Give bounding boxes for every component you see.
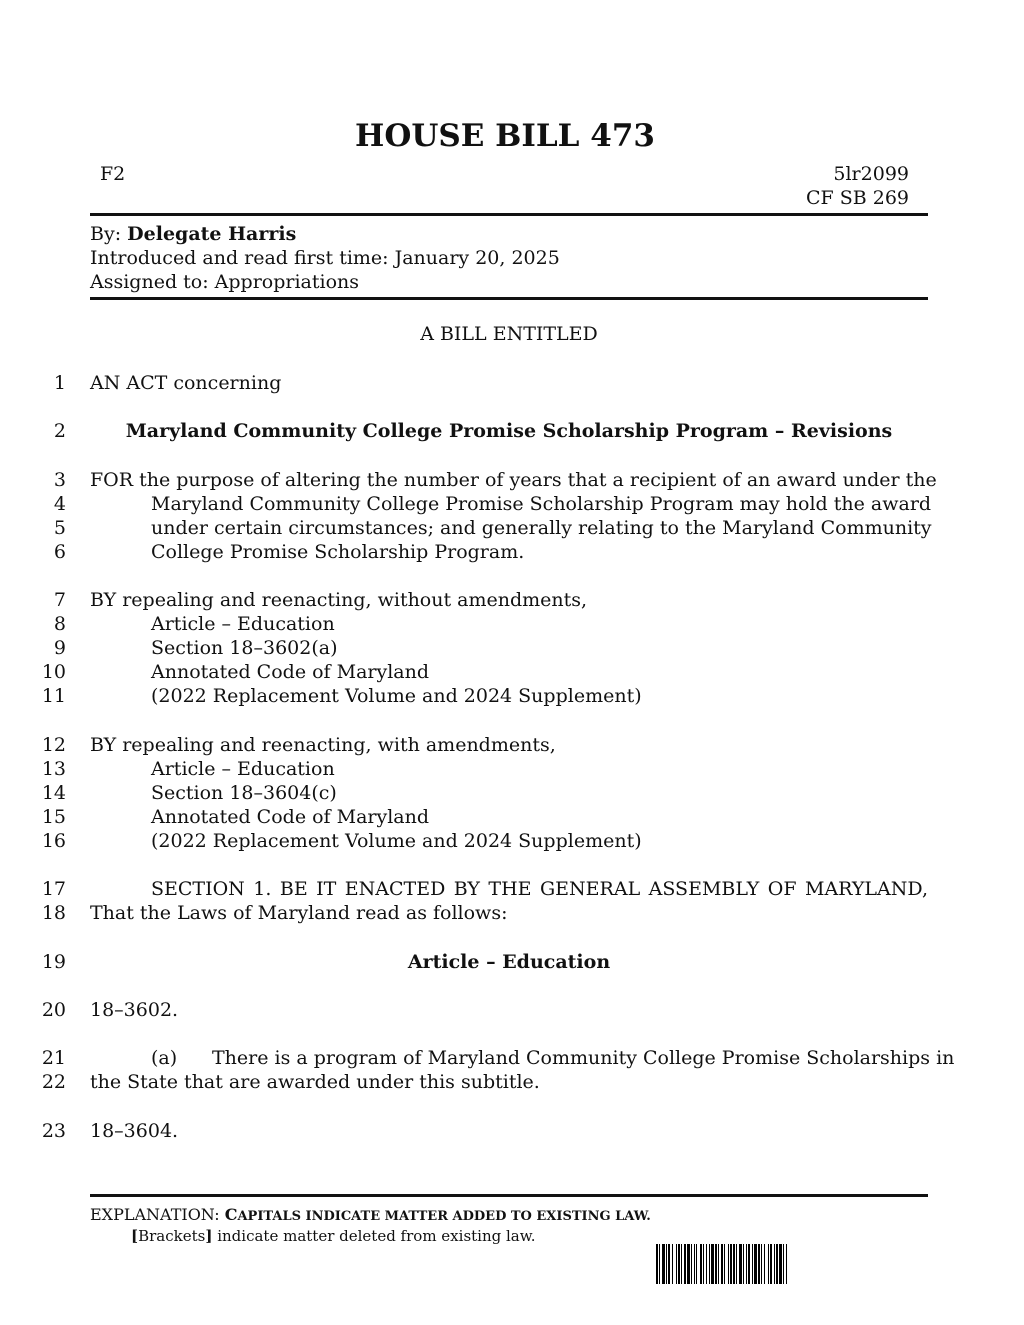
line-number: 18 [41,902,66,924]
line-number: 23 [41,1120,66,1142]
citation-line: (2022 Replacement Volume and 2024 Supplement) [151,830,642,852]
top-rule [90,213,928,216]
line-number: 17 [41,878,66,900]
cross-file: CF SB 269 [805,187,909,209]
statute-text: the State that are awarded under this subtitle. [90,1071,540,1093]
purpose-line: Maryland Community College Promise Scholarship Program may hold the award [151,493,932,515]
line-number: 15 [41,806,66,828]
act-concerning: AN ACT concerning [90,372,282,394]
line-number: 19 [41,951,66,973]
line-number: 8 [53,613,66,635]
line-number: 14 [41,782,66,804]
explanation-label: EXPLANATION: [90,1205,220,1224]
bill-entitled: A BILL ENTITLED [420,323,598,345]
citation-line: Article – Education [151,758,335,780]
repeal-heading: BY repealing and reenacting, without amendments, [90,589,588,611]
line-number: 6 [53,541,66,563]
line-number: 4 [53,493,66,515]
committee-code: F2 [100,163,126,185]
explanation-line [90,1205,651,1227]
repeal-heading: BY repealing and reenacting, with amendments, [90,734,556,756]
assigned-line: Assigned to: Appropriations [90,271,360,293]
citation-line: Section 18–3604(c) [151,782,337,804]
line-number: 11 [41,685,66,707]
line-number: 5 [53,517,66,539]
line-number: 16 [41,830,66,852]
section-number: 18–3604. [90,1120,179,1142]
subsection-label: (a) [151,1047,178,1069]
line-number: 2 [53,420,66,442]
barcode-image [656,1244,904,1284]
line-number: 1 [53,372,66,394]
citation-line: Annotated Code of Maryland [151,806,430,828]
section-number: 18–3602. [90,999,179,1021]
purpose-line: College Promise Scholarship Program. [151,541,525,563]
citation-line: Section 18–3602(a) [151,637,338,659]
purpose-line: under certain circumstances; and generally relating to the Maryland Community [151,517,932,539]
brackets-line: [Brackets] indicate matter deleted from existing law. [131,1227,536,1245]
line-number: 20 [41,999,66,1021]
line-number: 21 [41,1047,66,1069]
enacting-clause: SECTION 1. BE IT ENACTED BY THE GENERAL ASSEMBLY OF MARYLAND, [151,878,928,900]
introduced-line: Introduced and read first time: January 20, 2025 [90,247,560,269]
purpose-line: FOR the purpose of altering the number of years that a recipient of an award under the [90,469,937,491]
sponsor-label: By: [90,223,122,245]
statute-text: There is a program of Maryland Community College Promise Scholarships in [212,1047,955,1069]
line-number: 3 [53,469,66,491]
drafting-number: 5lr2099 [833,163,909,185]
barcode-bar [787,1244,789,1284]
line-number: 9 [53,637,66,659]
citation-line: Article – Education [151,613,335,635]
bill-title: HOUSE BILL 473 [355,118,655,154]
article-heading: Article – Education [407,951,611,973]
line-number: 13 [41,758,66,780]
footer-rule [90,1194,928,1197]
explanation-caps: CAPITALS INDICATE MATTER ADDED TO EXISTING LAW. [224,1205,651,1224]
line-number: 7 [53,589,66,611]
bill-subject: Maryland Community College Promise Scholarship Program – Revisions [125,420,893,442]
citation-line: (2022 Replacement Volume and 2024 Supplement) [151,685,642,707]
enacting-clause: That the Laws of Maryland read as follows: [90,902,508,924]
middle-rule [90,297,928,300]
line-number: 22 [41,1071,66,1093]
line-number: 10 [41,661,66,683]
sponsor-name: Delegate Harris [127,223,297,245]
citation-line: Annotated Code of Maryland [151,661,430,683]
sponsor-line [90,222,296,246]
line-number: 12 [41,734,66,756]
